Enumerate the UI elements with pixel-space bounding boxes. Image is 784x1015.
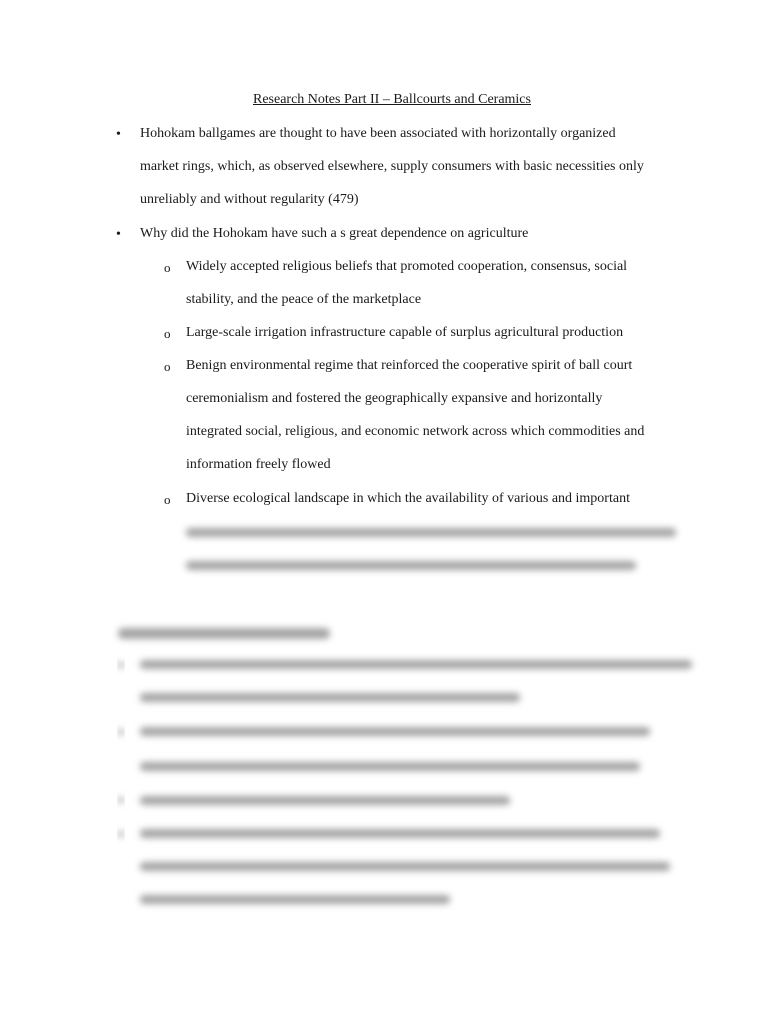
bullet-marker: • (116, 227, 121, 242)
sub-bullet-3-line-3: integrated social, religious, and economic network across which commodities and (186, 424, 645, 439)
sub-bullet-3-line-1: Benign environmental regime that reinforced the cooperative spirit of ball court (186, 358, 633, 373)
sub-bullet-1-line-1: Widely accepted religious beliefs that promoted cooperation, consensus, social (186, 259, 628, 274)
bullet-2-line-1: Why did the Hohokam have such a s great dependence on agriculture (140, 226, 529, 241)
bullet-1-line-1: Hohokam ballgames are thought to have been associated with horizontally organized (140, 126, 616, 141)
sub-bullet-marker: o (164, 492, 171, 507)
sub-bullet-3-line-2: ceremonialism and fostered the geographically expansive and horizontally (186, 391, 603, 406)
bullet-1-line-2: market rings, which, as observed elsewhere, supply consumers with basic necessities only (140, 159, 644, 174)
sub-bullet-4-line-1: Diverse ecological landscape in which the availability of various and important (186, 491, 630, 506)
sub-bullet-3-line-4: information freely flowed (186, 457, 331, 472)
sub-bullet-marker: o (164, 260, 171, 275)
page-title: Research Notes Part II – Ballcourts and Ceramics (253, 92, 531, 107)
bullet-marker: • (116, 127, 121, 142)
sub-bullet-1-line-2: stability, and the peace of the marketplace (186, 292, 422, 307)
bullet-1-line-3: unreliably and without regularity (479) (140, 192, 359, 207)
sub-bullet-marker: o (164, 326, 171, 341)
sub-bullet-marker: o (164, 359, 171, 374)
sub-bullet-2-line-1: Large-scale irrigation infrastructure capable of surplus agricultural production (186, 325, 624, 340)
